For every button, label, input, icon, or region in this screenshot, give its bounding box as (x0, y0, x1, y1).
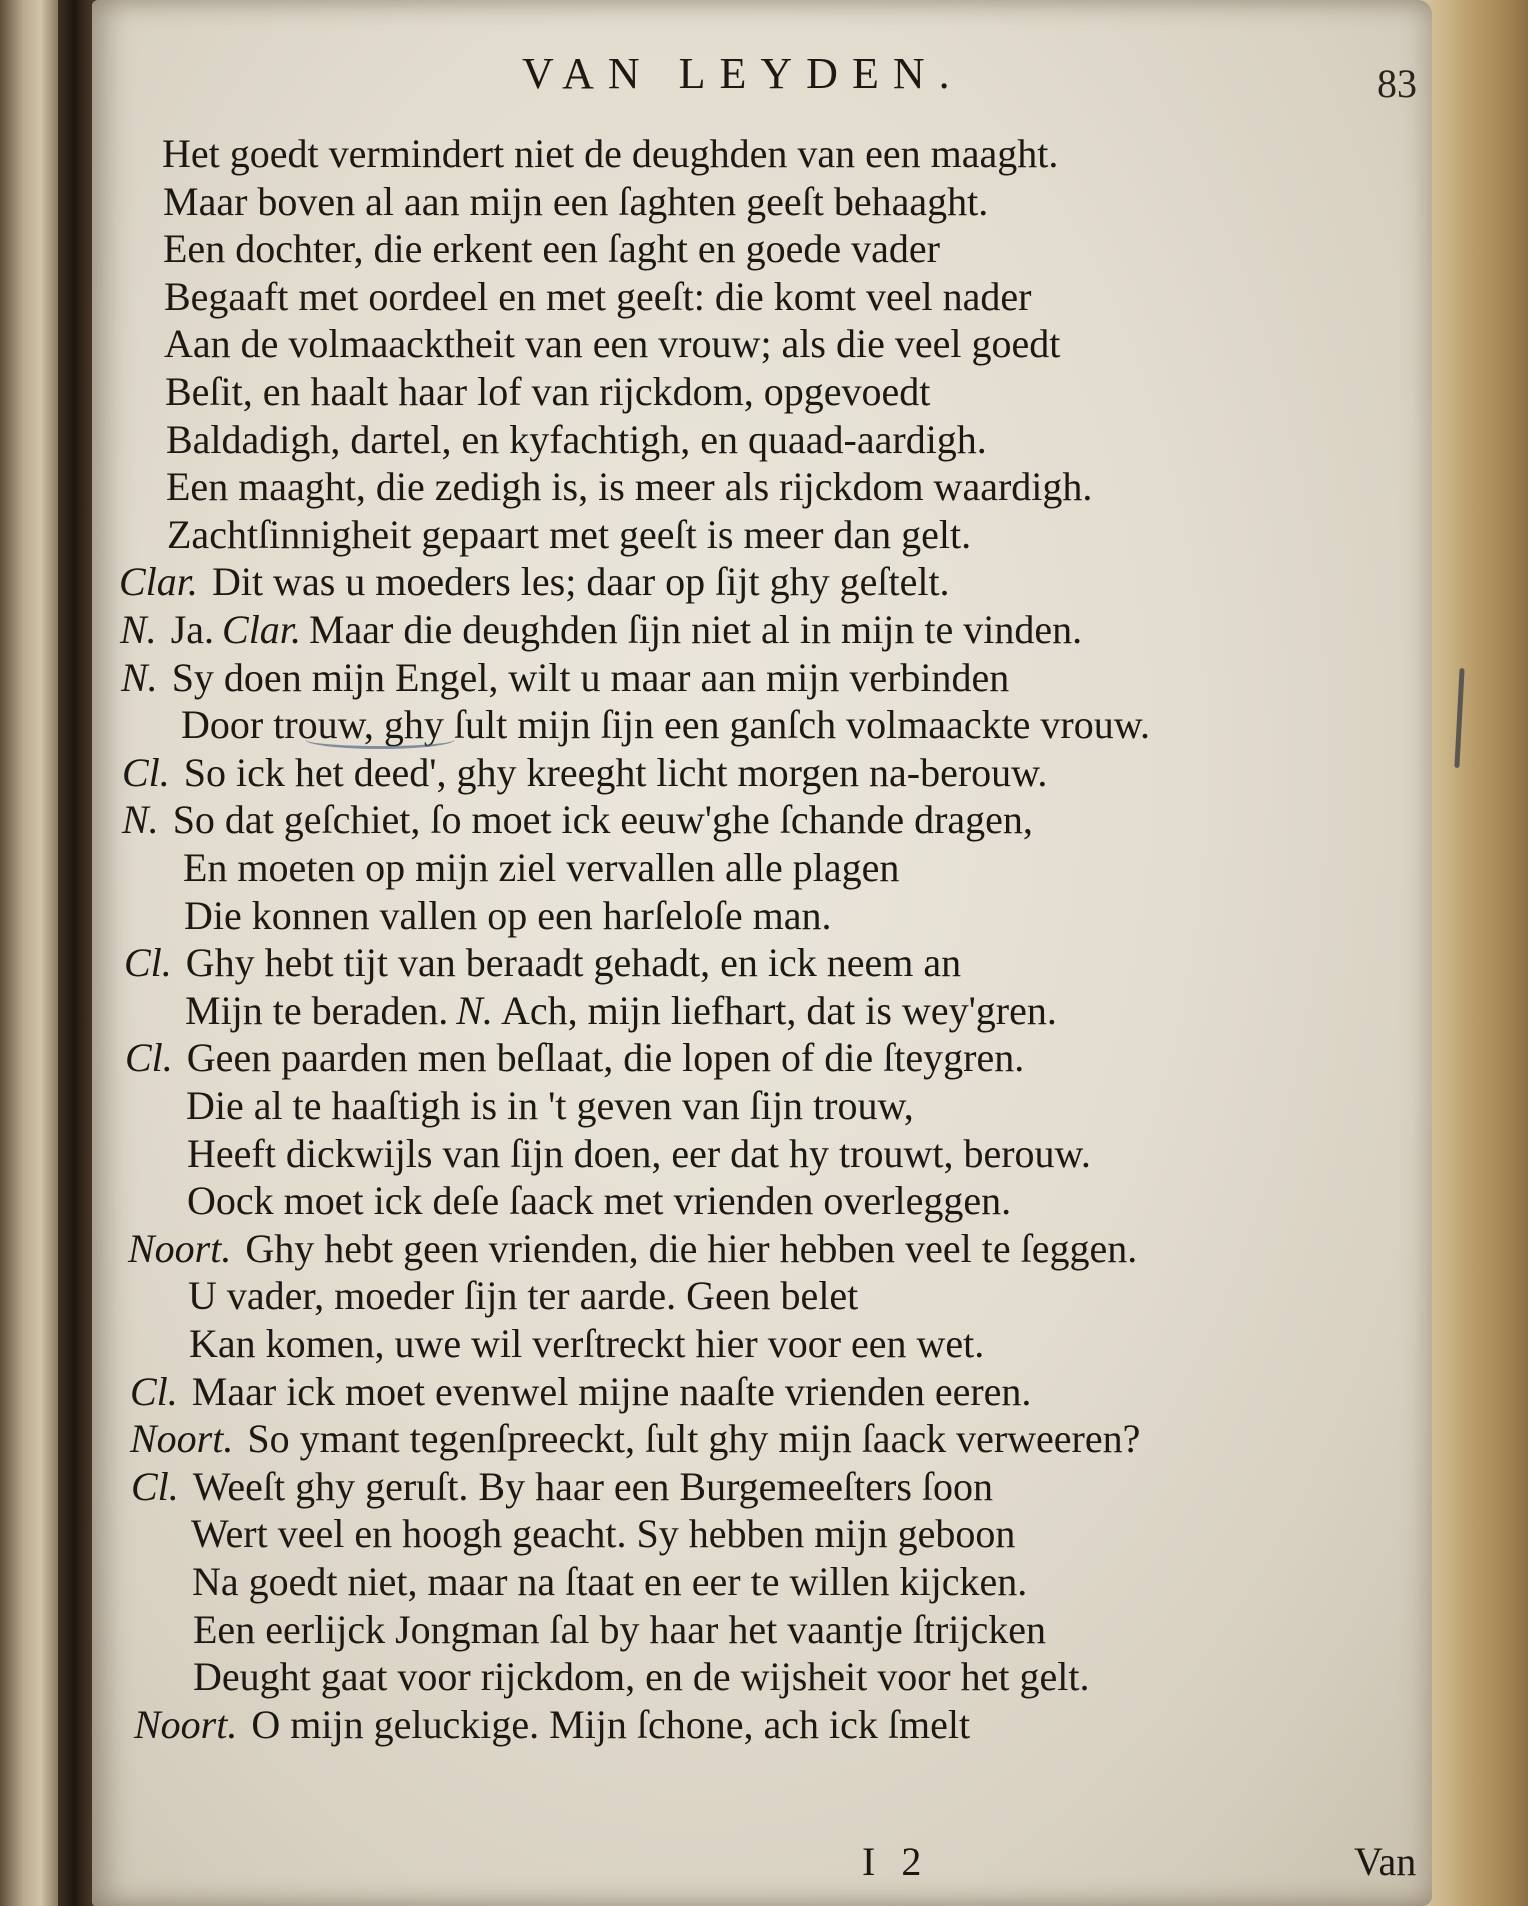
verse-text-span: O mijn geluckige. Mijn ſchone, ach ick ſmelt (251, 1701, 971, 1747)
verse-text-span: Mijn te beraden. (185, 987, 449, 1033)
verse-line (166, 416, 987, 463)
verse-text-span: So ymant tegenſpreeckt, ſult ghy mijn ſaack verweeren? (247, 1416, 1141, 1462)
signature-mark: I 2 (862, 1839, 930, 1884)
speaker-label: Cl. (130, 1368, 178, 1414)
verse-line (164, 320, 1060, 367)
verse-text-span: Die konnen vallen op een harſeloſe man. (184, 892, 832, 938)
verse-text-span: Ghy hebt geen vrienden, die hier hebben veel te ſeggen. (245, 1225, 1138, 1271)
verse-line (163, 178, 988, 225)
ink-underline-mark (305, 730, 455, 749)
verse-text-span: Aan de volmaacktheit van een vrouw; als die veel goedt (164, 321, 1061, 367)
verse-line (128, 1225, 1137, 1272)
verse-line (124, 939, 961, 986)
verse-text-span: Die al te haaſtigh is in 't geven van ſijn trouw, (186, 1083, 914, 1128)
verse-line (167, 511, 971, 558)
speaker-label: Cl. (122, 749, 170, 795)
verse-line (187, 1177, 1011, 1224)
speaker-label: N. (120, 607, 157, 652)
left-page-edge (0, 0, 58, 1906)
speaker-label: Cl. (125, 1035, 173, 1081)
catchword: Van (1354, 1839, 1417, 1884)
speaker-label: Cl. (124, 940, 172, 986)
verse-text-span: Zachtſinnigheit gepaart met geeſt is meer dan gelt. (167, 511, 972, 557)
verse-line (165, 368, 930, 415)
verse-line (163, 225, 940, 272)
verse-text-span: Geen paarden men beſlaat, die lopen of die ſteygren. (186, 1035, 1025, 1081)
speaker-label: Noort. (134, 1701, 238, 1747)
verse-text-span: Het goedt vermindert niet de deughden van een maaght. (162, 131, 1059, 176)
verse-text-span: Heeft dickwijls van ſijn doen, eer dat hy trouwt, berouw. (187, 1130, 1091, 1176)
verse-text-span: Baldadigh, dartel, en kyfachtigh, en quaad-aardigh. (166, 416, 987, 462)
verse-text-span: Een eerlijck Jongman ſal by haar het vaantje ſtrijcken (193, 1606, 1046, 1652)
verse-text-span: Een dochter, die erkent een ſaght en goede vader (163, 226, 940, 272)
verse-line (188, 1272, 858, 1319)
verse-text-span: Begaaft met oordeel en met geeſt: die komt veel nader (164, 273, 1032, 319)
page-number: 83 (1377, 61, 1417, 106)
verse-line (120, 606, 1082, 653)
verse-line (184, 892, 832, 939)
inline-speaker-label: N. (456, 987, 493, 1033)
speaker-label: Clar. (119, 559, 198, 605)
verse-line (189, 1320, 984, 1367)
speaker-label: N. (121, 654, 158, 700)
verse-line (125, 1034, 1024, 1081)
verse-text-span: Door trouw, ghy ſult mijn ſijn een ganſch volmaackte vrouw. (181, 702, 1151, 748)
verse-line (131, 1463, 993, 1510)
book-gutter (58, 0, 94, 1906)
verse-line (183, 844, 899, 891)
verse-text-span: Een maaght, die zedigh is, is meer als rijckdom waardigh. (166, 464, 1093, 510)
verse-text-span: U vader, moeder ſijn ter aarde. Geen belet (188, 1273, 859, 1319)
verse-text-span: Oock moet ick deſe ſaack met vrienden overleggen. (187, 1178, 1012, 1224)
verse-text-span: En moeten op mijn ziel vervallen alle plagen (183, 845, 900, 890)
verse-text-span: So ick het deed', ghy kreeght licht morgen na-berouw. (183, 749, 1048, 795)
verse-text-span: Ach, mijn liefhart, dat is wey'gren. (500, 987, 1057, 1033)
speaker-label: N. (122, 797, 159, 843)
verse-line (130, 1415, 1140, 1462)
verse-text-span: So dat geſchiet, ſo moet ick eeuw'ghe ſchande dragen, (172, 797, 1033, 843)
verse-text-span: Dit was u moeders les; daar op ſijt ghy geſtelt. (211, 559, 950, 605)
verse-text-span: Wert veel en hoogh geacht. Sy hebben mijn geboon (191, 1511, 1016, 1557)
verse-line (122, 749, 1047, 796)
verse-line (119, 558, 950, 605)
verse-text-span: Ghy hebt tijt van beraadt gehadt, en ick neem an (185, 940, 962, 986)
verse-line (130, 1368, 1031, 1415)
verse-text-span: Maar boven al aan mijn een ſaghten geeſt behaaght. (163, 178, 989, 224)
page-stack-edge (1418, 0, 1528, 1906)
book-page (92, 0, 1432, 1906)
verse-line (185, 987, 1057, 1034)
speaker-label: Noort. (128, 1225, 232, 1271)
verse-line (186, 1082, 914, 1129)
verse-line (192, 1558, 1027, 1605)
verse-line (164, 273, 1031, 320)
verse-line (166, 463, 1092, 510)
verse-line (191, 1510, 1015, 1557)
verse-text-span: Weeſt ghy geruſt. By haar een Burgemeeſters ſoon (192, 1463, 994, 1509)
verse-line (193, 1653, 1089, 1700)
verse-line (122, 796, 1033, 843)
running-title: VAN LEYDEN. (522, 49, 964, 98)
verse-line (162, 130, 1058, 177)
verse-line (134, 1701, 970, 1748)
verse-line (193, 1606, 1046, 1653)
speaker-label: Cl. (131, 1463, 179, 1509)
speaker-label: Noort. (130, 1416, 234, 1462)
verse-text-span: Maar die deughden ſijn niet al in mijn te vinden. (308, 607, 1083, 652)
verse-line (121, 654, 1009, 701)
verse-text-span: Beſit, en haalt haar lof van rijckdom, opgevoedt (165, 369, 931, 414)
verse-line (187, 1130, 1091, 1177)
verse-text-span: Na goedt niet, maar na ſtaat en eer te willen kijcken. (192, 1559, 1028, 1604)
inline-speaker-label: Clar. (222, 607, 301, 652)
verse-text-span: Ja. (170, 607, 215, 652)
verse-text-span: Kan komen, uwe wil verſtreckt hier voor een wet. (189, 1321, 985, 1366)
verse-text-span: Maar ick moet evenwel mijne naaſte vrienden eeren. (191, 1368, 1032, 1414)
verse-text-span: Deught gaat voor rijckdom, en de wijsheit voor het gelt. (193, 1654, 1090, 1700)
verse-text-span: Sy doen mijn Engel, wilt u maar aan mijn verbinden (171, 654, 1010, 700)
